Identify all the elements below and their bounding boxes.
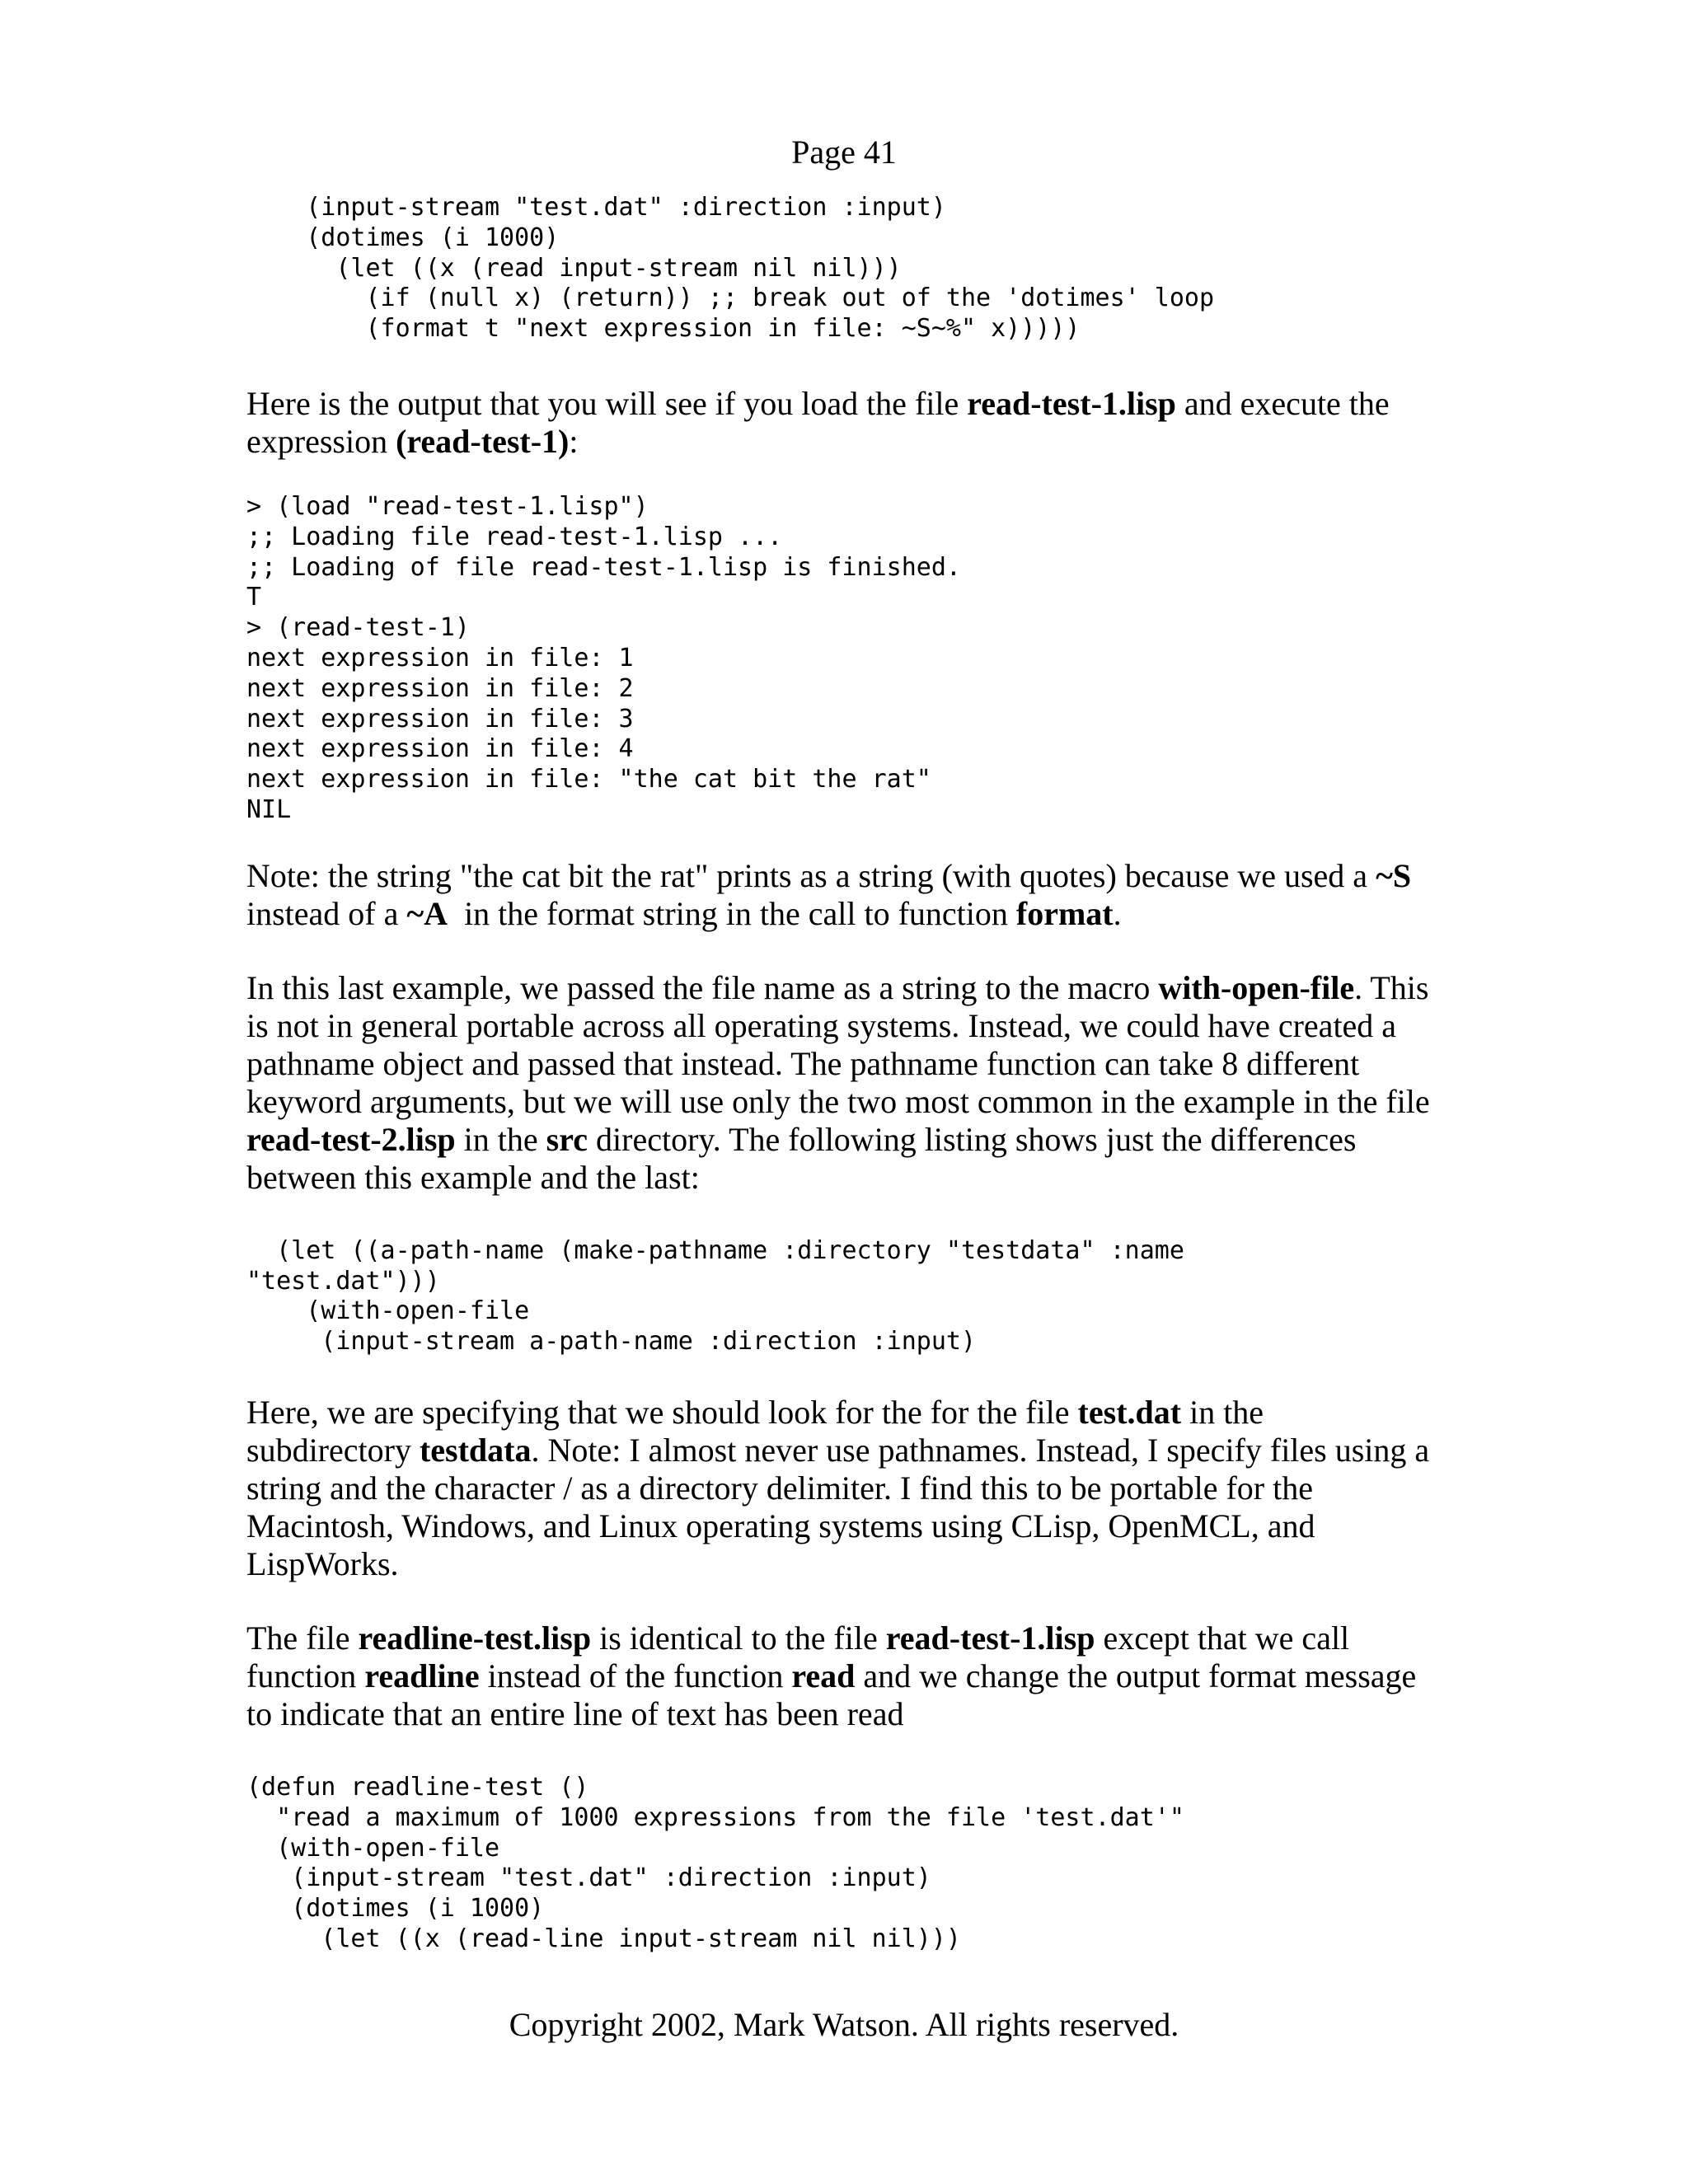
macro-with-open-file: with-open-file <box>1158 968 1355 1006</box>
text-run: directory. The following listing shows just the differences between this example and the last: <box>246 1120 1357 1196</box>
text-run: in the format string in the call to function <box>448 894 1016 932</box>
text-run: : <box>569 422 579 460</box>
text-run: instead of the function <box>479 1657 792 1694</box>
function-format: format <box>1015 894 1114 932</box>
function-readline: readline <box>364 1657 480 1694</box>
filename-read-test-2: read-test-2.lisp <box>246 1120 456 1158</box>
filename-read-test-1: read-test-1.lisp <box>885 1619 1095 1657</box>
code-listing-readline-test: (defun readline-test () "read a maximum of 1000 expressions from the file 'test.dat'" (with-open-file (input-stream "test.dat" :direction :input) (dotimes (i 1000) (let ((x (read-line input-stream nil nil))) <box>246 1772 1184 1953</box>
text-run: The file <box>246 1619 359 1657</box>
page-content <box>246 193 1450 1955</box>
text-run: Here is the output that you will see if you load the file <box>246 384 968 422</box>
filename-read-test-1: read-test-1.lisp <box>967 384 1176 422</box>
copyright-footer: Copyright 2002, Mark Watson. All rights reserved. <box>509 2006 1179 2043</box>
directive-tilde-s: ~S <box>1376 856 1412 894</box>
directive-tilde-a: ~A <box>406 894 448 932</box>
filename-readline-test: readline-test.lisp <box>358 1619 592 1657</box>
text-run: Here, we are specifying that we should look for the for the file <box>246 1393 1078 1431</box>
text-run: except that we call function <box>246 1619 1350 1694</box>
text-run: . This is not in general portable across all operating systems. Instead, we could have created a pathname object and passed that instead. The pathname function can take 8 different keyword arguments, but we will use only the two most common in the example in the file <box>246 968 1430 1120</box>
paragraph-testdata <box>246 1394 1433 1583</box>
paragraph-pathname <box>246 969 1433 1197</box>
function-read: read <box>791 1657 856 1694</box>
paragraph-output-intro <box>246 385 1433 461</box>
text-run: and we change the output format message to indicate that an entire line of text has been read <box>246 1657 1417 1732</box>
expression-read-test-1: (read-test-1) <box>396 422 570 460</box>
text-run: in the subdirectory <box>246 1393 1264 1469</box>
text-run: is identical to the file <box>591 1619 886 1657</box>
code-listing-repl-output: > (load "read-test-1.lisp") ;; Loading file read-test-1.lisp ... ;; Loading of file read-test-1.lisp is finished. T > (read-test-1) next expression in file: 1 next expression in file: 2 next expression in file: 3 next expression in file: 4 next expression in file: "the cat bit the rat" NIL <box>246 491 961 824</box>
code-listing-make-pathname: (let ((a-path-name (make-pathname :directory "testdata" :name "test.dat"))) (with-open-file (input-stream a-path-name :direction :input) <box>246 1235 1184 1357</box>
text-run: In this last example, we passed the file name as a string to the macro <box>246 968 1159 1006</box>
paragraph-readline <box>246 1619 1433 1733</box>
filename-test-dat: test.dat <box>1077 1393 1182 1431</box>
directory-testdata: testdata <box>419 1431 532 1469</box>
text-run: and execute the expression <box>246 384 1390 460</box>
directory-src: src <box>546 1120 588 1158</box>
text-run: instead of a <box>246 894 399 932</box>
text-run: . <box>1113 894 1122 932</box>
text-run: Note: the string "the cat bit the rat" prints as a string (with quotes) because we used a <box>246 856 1376 894</box>
text-run: in the <box>455 1120 546 1158</box>
text-run: . Note: I almost never use pathnames. Instead, I specify files using a string and the character / as a directory delimiter. I find this to be portable for the Macintosh, Windows, and Linux operating systems using CLisp, OpenMCL, and LispWorks. <box>246 1431 1430 1582</box>
paragraph-note-format <box>246 857 1450 933</box>
page-number: Page 41 <box>791 134 897 171</box>
code-listing-read-test: (input-stream "test.dat" :direction :input) (dotimes (i 1000) (let ((x (read input-stream nil nil))) (if (null x) (return)) ;; break out of the 'dotimes' loop (format t "next expression in file: ~S~%" x))))) <box>306 193 1214 344</box>
